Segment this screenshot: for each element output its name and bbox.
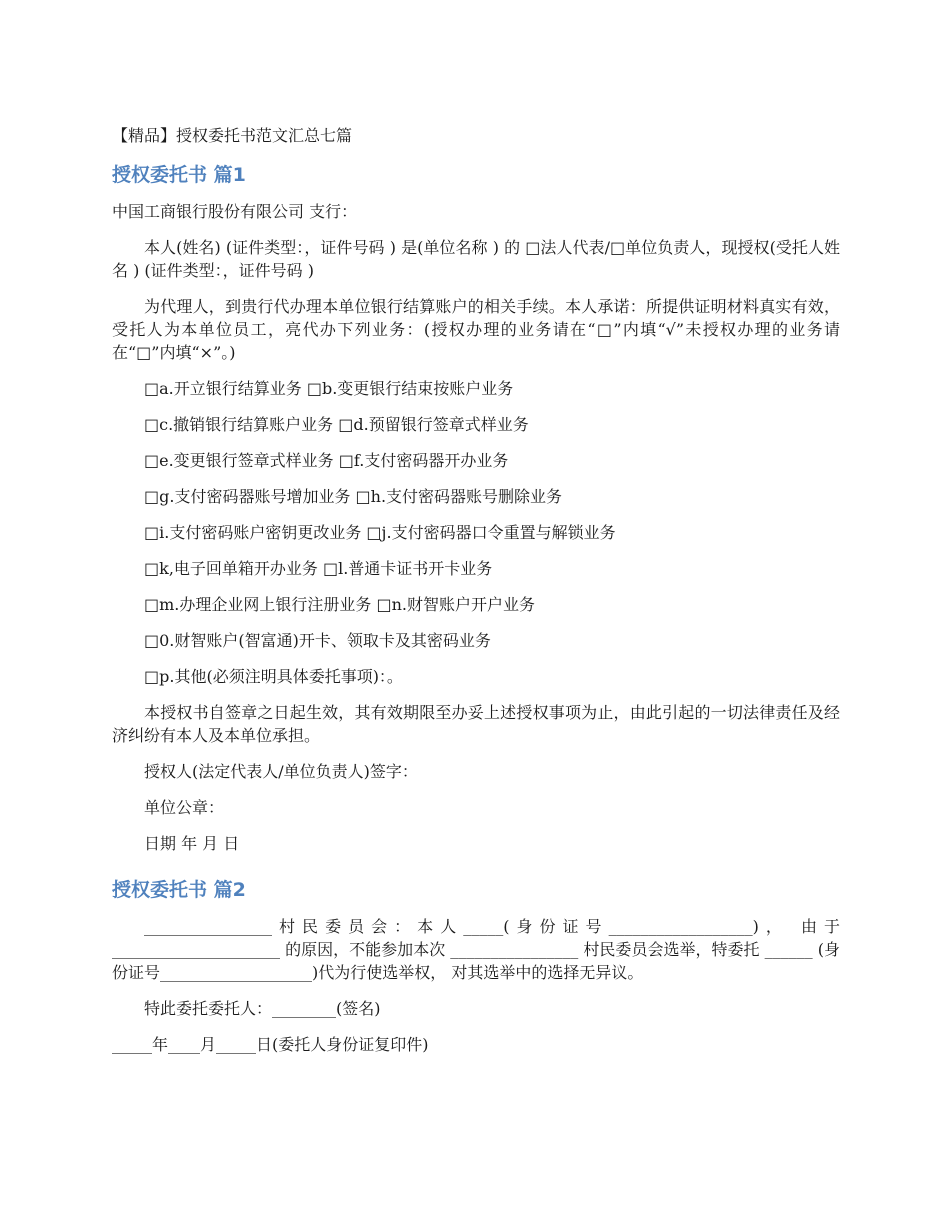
validity-clause: 本授权书自签章之日起生效，其有效期限至办妥上述授权事项为止，由此引起的一切法律责任及经济纠纷有本人及本单位承担。 <box>112 703 840 745</box>
seal-line: 单位公章： <box>144 798 225 817</box>
business-option-row: □c.撤销银行结算账户业务 □d.预留银行签章式样业务 <box>144 415 529 434</box>
business-option-row: □g.支付密码器账号增加业务 □h.支付密码器账号删除业务 <box>144 487 563 506</box>
principal-statement: 本人(姓名) (证件类型：，证件号码 ) 是(单位名称 ) 的 □法人代表/□单位负责人，现授权(受托人姓名 ) (证件类型：，证件号码 ) <box>112 238 840 280</box>
section-2 <box>112 877 840 1056</box>
business-option-row: □i.支付密码账户密钥更改业务 □j.支付密码器口令重置与解锁业务 <box>144 523 616 542</box>
business-option-row: □0.财智账户(智富通)开卡、领取卡及其密码业务 <box>144 631 491 650</box>
date-line: 日期 年 月 日 <box>144 834 240 853</box>
business-option-row: □p.其他(必须注明具体委托事项)：。 <box>144 667 403 686</box>
agent-statement: 为代理人，到贵行代办理本单位银行结算账户的相关手续。本人承诺：所提供证明材料真实有效，受托人为本单位员工，亮代办下列业务：(授权办理的业务请在“□”内填“√”未授权办理的业务请在“□”内填“×”。) <box>112 297 840 362</box>
business-option-row: □a.开立银行结算业务 □b.变更银行结束按账户业务 <box>144 379 514 398</box>
section-heading: 授权委托书 篇2 <box>112 879 246 901</box>
section-heading: 授权委托书 篇1 <box>112 164 246 186</box>
business-option-row: □m.办理企业网上银行注册业务 □n.财智账户开户业务 <box>144 595 535 614</box>
business-option-row: □e.变更银行签章式样业务 □f.支付密码器开办业务 <box>144 451 509 470</box>
entrustor-signature-line: 特此委托委托人：________(签名) <box>144 999 381 1018</box>
business-option-row: □k,电子回单箱开办业务 □l.普通卡证书开卡业务 <box>144 559 493 578</box>
section-1 <box>112 162 840 855</box>
document-title: 【精品】授权委托书范文汇总七篇 <box>112 126 353 145</box>
addressee-line: 中国工商银行股份有限公司 支行： <box>112 202 358 221</box>
document-page <box>112 124 840 1069</box>
date-line: _____年____月_____日(委托人身份证复印件) <box>112 1035 429 1054</box>
signature-line: 授权人(法定代表人/单位负责人)签字： <box>144 762 418 781</box>
entrustment-statement: ________________村民委员会：本人_____(身份证号__________________)， 由于_____________________ 的原因，不能参加本次 ________________ 村民委员会选举，特委托 ______ (身份证号___________________)代为行使选举权， 对其选举中的选择无异议。 <box>112 917 840 982</box>
